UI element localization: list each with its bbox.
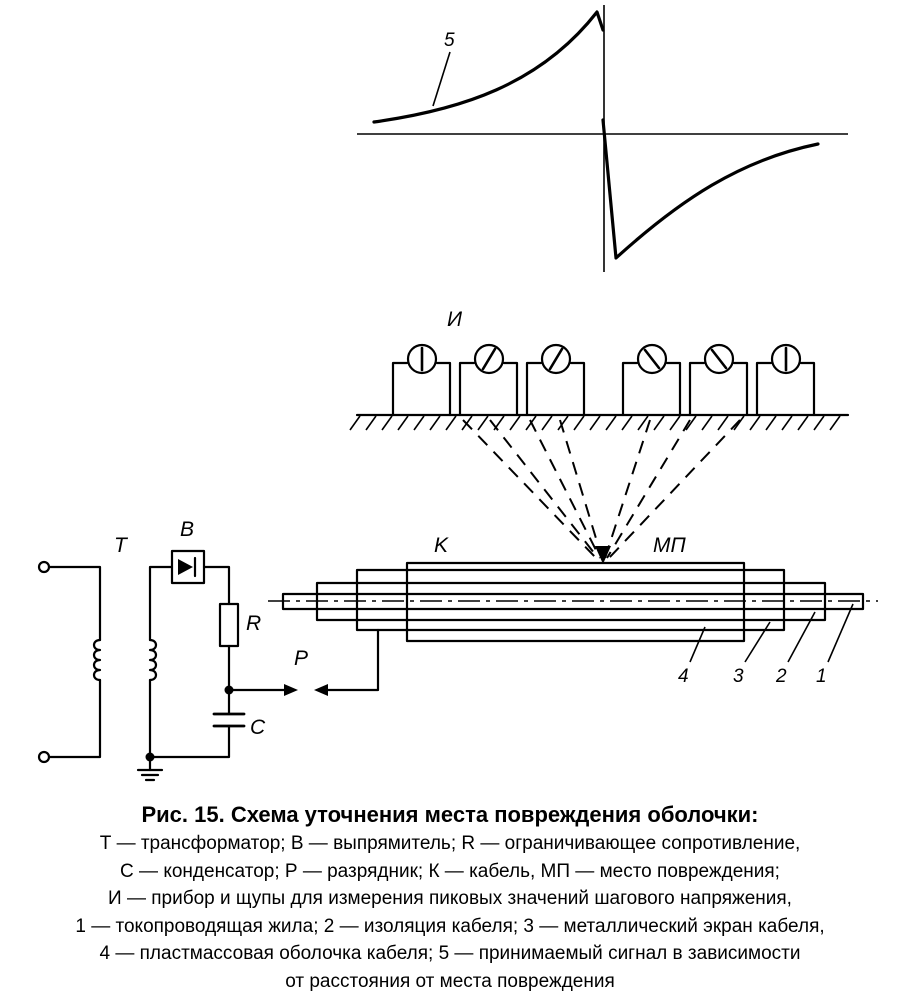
ground-hatch-mark xyxy=(734,416,744,430)
caption-title: Рис. 15. Схема уточнения места повреждения оболочки: xyxy=(141,802,759,827)
transformer-secondary-coil xyxy=(150,640,156,680)
instrument-1 xyxy=(393,345,450,415)
ground-hatch-mark xyxy=(670,416,680,430)
ground-hatch-mark xyxy=(574,416,584,430)
ground-hatch-mark xyxy=(446,416,456,430)
spark-gap-label: P xyxy=(294,647,309,670)
signal-graph xyxy=(357,5,848,272)
signal-label-leader xyxy=(433,52,450,106)
transformer-label: T xyxy=(114,534,127,557)
rectifier-label: B xyxy=(180,518,195,541)
test-circuit xyxy=(39,518,378,780)
layer-1-label: 1 xyxy=(816,666,827,687)
ground-hatch-mark xyxy=(606,416,616,430)
figure-caption xyxy=(0,800,900,995)
ground-symbol xyxy=(138,757,162,780)
capacitor-label: C xyxy=(250,716,266,739)
damage-place-label: МП xyxy=(653,534,686,557)
ground-hatch-mark xyxy=(542,416,552,430)
ground-hatch-mark xyxy=(382,416,392,430)
ground-hatch-mark xyxy=(366,416,376,430)
ground-hatch-mark xyxy=(510,416,520,430)
instrument-2 xyxy=(460,345,517,415)
caption-line: С — конденсатор; Р — разрядник; К — кабель, МП — место повреждения; xyxy=(120,860,780,882)
input-terminal-bottom xyxy=(39,752,49,762)
layer-4-label: 4 xyxy=(678,666,689,687)
instrument-label: И xyxy=(447,308,463,331)
ground-hatch-mark xyxy=(350,416,360,430)
layer-leaders xyxy=(690,604,853,662)
layer-3-label: 3 xyxy=(733,666,744,687)
ground-hatch-mark xyxy=(750,416,760,430)
ground-hatch-mark xyxy=(622,416,632,430)
resistor-label: R xyxy=(246,612,262,635)
ground-hatch-mark xyxy=(702,416,712,430)
caption-line: Т — трансформатор; В — выпрямитель; R — ограничивающее сопротивление, xyxy=(99,833,801,854)
ground-hatch-mark xyxy=(478,416,488,430)
signal-curve-left xyxy=(374,12,603,122)
signal-label: 5 xyxy=(444,30,455,51)
caption-line: от расстояния от места повреждения xyxy=(285,970,615,992)
ground-hatch-mark xyxy=(766,416,776,430)
resistor xyxy=(220,604,238,646)
ground-hatch-mark xyxy=(590,416,600,430)
rectifier-diode xyxy=(172,551,204,583)
caption-line: И — прибор и щупы для измерения пиковых значений шагового напряжения, xyxy=(108,888,792,909)
ground-surface xyxy=(350,415,848,430)
instrument-3 xyxy=(527,345,584,415)
cable-label: K xyxy=(434,534,449,557)
ground-hatch-mark xyxy=(654,416,664,430)
instrument-row xyxy=(393,308,814,415)
ground-hatch-mark xyxy=(414,416,424,430)
signal-curve-right xyxy=(603,120,818,258)
capacitor xyxy=(214,714,244,726)
ground-hatch-mark xyxy=(430,416,440,430)
layer-2-label: 2 xyxy=(776,666,787,687)
instrument-6 xyxy=(757,345,814,415)
instrument-4 xyxy=(623,345,680,415)
ground-hatch-mark xyxy=(398,416,408,430)
cable xyxy=(268,534,878,687)
caption-line: 1 — токопроводящая жила; 2 — изоляция кабеля; 3 — металлический экран кабеля, xyxy=(75,915,825,937)
ground-hatch-mark xyxy=(718,416,728,430)
transformer-primary-coil xyxy=(94,640,100,680)
ground-hatch-mark xyxy=(830,416,840,430)
ground-hatch-mark xyxy=(814,416,824,430)
caption-line: 4 — пластмассовая оболочка кабеля; 5 — принимаемый сигнал в зависимости xyxy=(99,943,801,964)
input-terminal-top xyxy=(39,562,49,572)
instrument-5 xyxy=(690,345,747,415)
ground-hatch-mark xyxy=(782,416,792,430)
ground-hatch-mark xyxy=(798,416,808,430)
probe-lines xyxy=(463,420,740,564)
